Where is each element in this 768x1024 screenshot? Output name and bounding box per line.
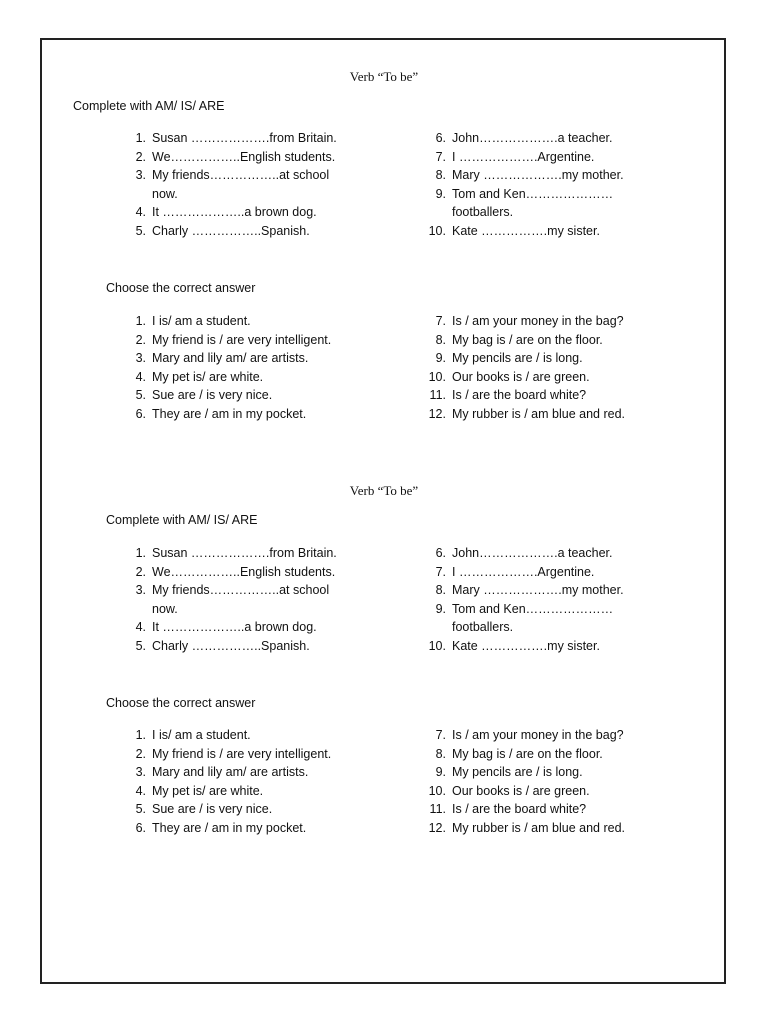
item-number: 3. <box>135 351 146 366</box>
exercise-item <box>128 405 368 424</box>
section-heading-choose: Choose the correct answer <box>106 696 256 710</box>
item-text: Charly ……………..Spanish. <box>152 638 310 653</box>
item-text: It ………………..a brown dog. <box>152 620 317 635</box>
exercise-item <box>128 222 358 241</box>
item-number: 7. <box>435 564 446 579</box>
item-text: They are / am in my pocket. <box>152 406 307 421</box>
item-number: 2. <box>135 746 146 761</box>
exercise-item <box>428 386 668 405</box>
item-number: 10. <box>428 369 446 384</box>
item-text: Mary and lily am/ are artists. <box>152 351 309 366</box>
item-text: Kate …………….my sister. <box>452 638 600 653</box>
exercise-item <box>428 544 658 563</box>
item-text: I is/ am a student. <box>152 728 251 742</box>
exercise-list-choose-left <box>128 312 368 424</box>
item-number: 4. <box>135 205 146 220</box>
item-number: 5. <box>135 223 146 238</box>
item-number: 1. <box>135 314 146 328</box>
item-number: 8. <box>435 583 446 598</box>
item-number: 2. <box>135 564 146 579</box>
item-number: 6. <box>135 820 146 835</box>
item-text: We……………..English students. <box>152 564 336 579</box>
item-number: 9. <box>435 601 446 616</box>
exercise-item <box>128 763 368 782</box>
item-text: Our books is / are green. <box>452 369 590 384</box>
item-number: 9. <box>435 765 446 780</box>
item-text: Kate …………….my sister. <box>452 223 600 238</box>
item-number: 4. <box>135 620 146 635</box>
section-heading-complete: Complete with AM/ IS/ ARE <box>106 513 258 527</box>
item-number: 3. <box>135 765 146 780</box>
item-text: Susan ……………….from Britain. <box>152 131 337 145</box>
exercise-item <box>128 800 368 819</box>
item-number: 7. <box>435 728 446 742</box>
exercise-list-choose-right <box>428 312 668 424</box>
item-number: 6. <box>135 406 146 421</box>
worksheet-title: Verb “To be” <box>349 483 419 498</box>
exercise-item <box>428 726 668 745</box>
item-text: My pet is/ are white. <box>152 369 264 384</box>
item-text: I is/ am a student. <box>152 314 251 328</box>
exercise-list-complete-right <box>428 544 658 656</box>
item-text: My friends……………..at school now. <box>152 583 330 616</box>
item-number: 1. <box>135 131 146 145</box>
item-text: My friends……………..at school now. <box>152 168 330 201</box>
section-heading-choose: Choose the correct answer <box>106 281 256 295</box>
exercise-item <box>428 819 668 838</box>
item-number: 4. <box>135 783 146 798</box>
item-number: 10. <box>428 783 446 798</box>
exercise-item <box>128 819 368 838</box>
item-number: 10. <box>428 223 446 238</box>
item-number: 6. <box>435 546 446 560</box>
exercise-item <box>428 782 668 801</box>
item-number: 8. <box>435 332 446 347</box>
item-text: My pencils are / is long. <box>452 351 583 366</box>
exercise-item <box>128 148 358 167</box>
exercise-item <box>128 745 368 764</box>
item-text: Mary and lily am/ are artists. <box>152 765 309 780</box>
exercise-list-complete-left <box>128 544 358 656</box>
item-number: 12. <box>428 820 446 835</box>
exercise-list-choose-left <box>128 726 368 838</box>
item-text: Susan ……………….from Britain. <box>152 546 337 560</box>
item-text: Mary ……………….my mother. <box>452 583 624 598</box>
item-text: Sue are / is very nice. <box>152 802 273 817</box>
exercise-item <box>428 148 658 167</box>
item-text: My bag is / are on the floor. <box>452 746 603 761</box>
exercise-item <box>428 581 658 600</box>
item-number: 1. <box>135 546 146 560</box>
exercise-item <box>428 349 668 368</box>
item-number: 10. <box>428 638 446 653</box>
item-text: Charly ……………..Spanish. <box>152 223 310 238</box>
exercise-item <box>428 312 668 331</box>
item-number: 6. <box>435 131 446 145</box>
item-text: John……………….a teacher. <box>452 131 613 145</box>
item-text: My pencils are / is long. <box>452 765 583 780</box>
exercise-item <box>428 563 658 582</box>
exercise-item <box>428 800 668 819</box>
item-number: 5. <box>135 638 146 653</box>
exercise-item <box>128 129 358 148</box>
item-number: 3. <box>135 583 146 598</box>
item-text: I ……………….Argentine. <box>452 149 595 164</box>
item-number: 11. <box>429 802 446 817</box>
exercise-item <box>428 129 658 148</box>
exercise-item <box>128 726 368 745</box>
exercise-item <box>128 312 368 331</box>
exercise-item <box>428 763 668 782</box>
item-number: 7. <box>435 149 446 164</box>
item-text: It ………………..a brown dog. <box>152 205 317 220</box>
item-number: 1. <box>135 728 146 742</box>
exercise-item <box>128 349 368 368</box>
exercise-list-complete-right <box>428 129 658 241</box>
exercise-item <box>428 166 658 185</box>
item-text: They are / am in my pocket. <box>152 820 307 835</box>
item-text: My rubber is / am blue and red. <box>452 406 625 421</box>
worksheet-title: Verb “To be” <box>349 69 419 84</box>
item-number: 2. <box>135 332 146 347</box>
item-number: 9. <box>435 186 446 201</box>
item-number: 9. <box>435 351 446 366</box>
exercise-item <box>128 782 368 801</box>
exercise-item <box>428 331 668 350</box>
exercise-item <box>428 637 658 656</box>
exercise-item <box>428 600 658 637</box>
item-text: My rubber is / am blue and red. <box>452 820 625 835</box>
item-text: Is / are the board white? <box>452 802 587 817</box>
item-number: 8. <box>435 746 446 761</box>
item-text: I ……………….Argentine. <box>452 564 595 579</box>
item-number: 2. <box>135 149 146 164</box>
item-number: 3. <box>135 168 146 183</box>
item-text: Is / am your money in the bag? <box>452 728 624 742</box>
item-number: 8. <box>435 168 446 183</box>
item-text: Is / am your money in the bag? <box>452 314 624 328</box>
item-text: Tom and Ken…………………footballers. <box>452 186 614 220</box>
item-text: Sue are / is very nice. <box>152 388 273 403</box>
exercise-item <box>428 368 668 387</box>
exercise-item <box>128 563 358 582</box>
exercise-item <box>128 203 358 222</box>
exercise-item <box>128 637 358 656</box>
item-text: Tom and Ken…………………footballers. <box>452 601 614 635</box>
item-text: My pet is/ are white. <box>152 783 264 798</box>
exercise-item <box>128 618 358 637</box>
exercise-list-complete-left <box>128 129 358 241</box>
item-number: 12. <box>428 406 446 421</box>
item-text: We……………..English students. <box>152 149 336 164</box>
item-text: John……………….a teacher. <box>452 546 613 560</box>
exercise-item <box>128 386 368 405</box>
item-number: 4. <box>135 369 146 384</box>
exercise-item <box>428 185 658 222</box>
item-text: Our books is / are green. <box>452 783 590 798</box>
item-text: My friend is / are very intelligent. <box>152 746 332 761</box>
exercise-item <box>128 581 358 618</box>
exercise-item <box>428 405 668 424</box>
item-text: Mary ……………….my mother. <box>452 168 624 183</box>
exercise-item <box>128 331 368 350</box>
exercise-item <box>428 745 668 764</box>
item-number: 5. <box>135 802 146 817</box>
item-number: 11. <box>429 388 446 403</box>
item-text: My bag is / are on the floor. <box>452 332 603 347</box>
exercise-item <box>128 166 358 203</box>
section-heading-complete: Complete with AM/ IS/ ARE <box>73 99 225 113</box>
exercise-item <box>428 222 658 241</box>
item-text: Is / are the board white? <box>452 388 587 403</box>
exercise-list-choose-right <box>428 726 668 838</box>
exercise-item <box>128 368 368 387</box>
item-number: 7. <box>435 314 446 328</box>
item-text: My friend is / are very intelligent. <box>152 332 332 347</box>
item-number: 5. <box>135 388 146 403</box>
exercise-item <box>128 544 358 563</box>
